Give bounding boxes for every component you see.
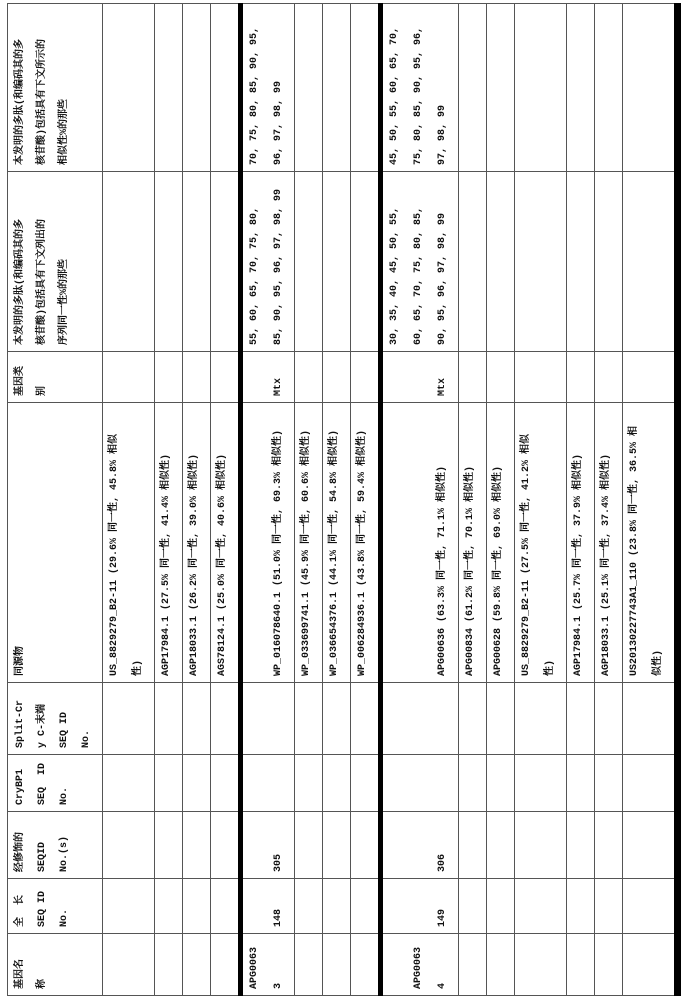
cell-crybp1-seq-id: [515, 755, 567, 812]
cell-percent-similarity: [459, 4, 487, 172]
header-full-length-seq-id: 全 长 SEQ ID No.: [8, 879, 103, 934]
table-row: [323, 4, 351, 996]
cell-gene-name: [211, 934, 241, 996]
cell-full-length-seq-id: 148: [241, 879, 295, 934]
cell-modified-seq-id: [487, 812, 515, 879]
cell-gene-class: [487, 352, 515, 403]
cell-percent-similarity: [351, 4, 381, 172]
cell-crybp1-seq-id: [595, 755, 623, 812]
cell-percent-similarity: [487, 4, 515, 172]
cell-gene-name: [351, 934, 381, 996]
rotated-page: [0, 0, 623, 1000]
cell-full-length-seq-id: [351, 879, 381, 934]
table-row: [155, 4, 183, 996]
cell-percent-similarity: [155, 4, 183, 172]
cell-crybp1-seq-id: [351, 755, 381, 812]
cell-percent-similarity: [103, 4, 155, 172]
cell-homolog: US_8829279_B2-11 (27.5% 同一性, 41.2% 相似 性): [515, 403, 567, 683]
cell-percent-identity: [567, 172, 595, 352]
cell-split-cry-seq-id: [295, 683, 323, 755]
cell-percent-identity: [295, 172, 323, 352]
cell-percent-identity: [459, 172, 487, 352]
cell-percent-similarity: 70, 75, 80, 85, 90, 95, 96, 97, 98, 99: [241, 4, 295, 172]
cell-percent-similarity: [183, 4, 211, 172]
cell-homolog: AGP17984.1 (25.7% 同一性, 37.9% 相似性): [567, 403, 595, 683]
cell-gene-name: [155, 934, 183, 996]
cell-gene-class: [211, 352, 241, 403]
header-row: [8, 4, 103, 996]
cell-crybp1-seq-id: [155, 755, 183, 812]
table-row: [351, 4, 381, 996]
cell-gene-name: [323, 934, 351, 996]
cell-gene-class: [155, 352, 183, 403]
cell-split-cry-seq-id: [241, 683, 295, 755]
header-percent-similarity: 本发明的多肽(和编码其的多 核苷酸)包括具有下文所示的 相似性%的那些: [8, 4, 103, 172]
table-row: [567, 4, 595, 996]
cell-crybp1-seq-id: [183, 755, 211, 812]
cell-percent-identity: 30, 35, 40, 45, 50, 55, 60, 65, 70, 75, 80, 85, 90, 95, 96, 97, 98, 99: [381, 172, 459, 352]
cell-homolog: WP_006284936.1 (43.8% 同一性, 59.4% 相似性): [351, 403, 381, 683]
cell-gene-name: [103, 934, 155, 996]
cell-modified-seq-id: [323, 812, 351, 879]
cell-gene-name: [183, 934, 211, 996]
cell-percent-identity: [155, 172, 183, 352]
table-row: [381, 4, 459, 996]
cell-modified-seq-id: [103, 812, 155, 879]
cell-gene-name: [459, 934, 487, 996]
header-gene-class: 基因类 别: [8, 352, 103, 403]
cell-homolog: AGS78124.1 (25.0% 同一性, 40.6% 相似性): [211, 403, 241, 683]
cell-gene-class: [515, 352, 567, 403]
cell-homolog: WP_036654376.1 (44.1% 同一性, 54.8% 相似性): [323, 403, 351, 683]
cell-gene-name: [623, 934, 678, 996]
cell-full-length-seq-id: [487, 879, 515, 934]
cell-full-length-seq-id: [323, 879, 351, 934]
cell-split-cry-seq-id: [459, 683, 487, 755]
table-row: [487, 4, 515, 996]
cell-percent-identity: [211, 172, 241, 352]
cell-percent-identity: [487, 172, 515, 352]
cell-percent-similarity: [515, 4, 567, 172]
cell-gene-class: [295, 352, 323, 403]
cell-gene-name: APG0063 3: [241, 934, 295, 996]
cell-modified-seq-id: 305: [241, 812, 295, 879]
cell-full-length-seq-id: [595, 879, 623, 934]
cell-modified-seq-id: [295, 812, 323, 879]
cell-gene-class: Mtx: [241, 352, 295, 403]
cell-full-length-seq-id: 149: [381, 879, 459, 934]
cell-percent-identity: [623, 172, 678, 352]
cell-gene-class: [459, 352, 487, 403]
cell-split-cry-seq-id: [183, 683, 211, 755]
cell-split-cry-seq-id: [623, 683, 678, 755]
cell-gene-name: [295, 934, 323, 996]
table-row: [241, 4, 295, 996]
cell-gene-class: [623, 352, 678, 403]
cell-full-length-seq-id: [211, 879, 241, 934]
cell-split-cry-seq-id: [155, 683, 183, 755]
cell-full-length-seq-id: [155, 879, 183, 934]
table-body: [103, 4, 678, 996]
cell-crybp1-seq-id: [381, 755, 459, 812]
cell-crybp1-seq-id: [623, 755, 678, 812]
cell-crybp1-seq-id: [567, 755, 595, 812]
cell-homolog: AGP17984.1 (27.5% 同一性, 41.4% 相似性): [155, 403, 183, 683]
cell-homolog: AGP18033.1 (26.2% 同一性, 39.0% 相似性): [183, 403, 211, 683]
cell-split-cry-seq-id: [103, 683, 155, 755]
cell-full-length-seq-id: [295, 879, 323, 934]
cell-percent-similarity: [295, 4, 323, 172]
cell-modified-seq-id: [351, 812, 381, 879]
cell-crybp1-seq-id: [103, 755, 155, 812]
cell-split-cry-seq-id: [211, 683, 241, 755]
cell-full-length-seq-id: [515, 879, 567, 934]
cell-modified-seq-id: [595, 812, 623, 879]
cell-gene-name: APG0063 4: [381, 934, 459, 996]
cell-gene-class: Mtx: [381, 352, 459, 403]
cell-crybp1-seq-id: [323, 755, 351, 812]
cell-split-cry-seq-id: [487, 683, 515, 755]
table-row: [211, 4, 241, 996]
cell-modified-seq-id: [155, 812, 183, 879]
cell-gene-name: [567, 934, 595, 996]
header-split-cry-seq-id: Split-Cr y C-末端 SEQ ID No.: [8, 683, 103, 755]
cell-homolog: WP_033699741.1 (45.9% 同一性, 60.6% 相似性): [295, 403, 323, 683]
cell-percent-identity: 55, 60, 65, 70, 75, 80, 85, 90, 95, 96, 97, 98, 99: [241, 172, 295, 352]
cell-full-length-seq-id: [623, 879, 678, 934]
cell-modified-seq-id: [183, 812, 211, 879]
cell-homolog: APG00834 (61.2% 同一性, 70.1% 相似性): [459, 403, 487, 683]
homolog-table: [7, 3, 681, 996]
cell-split-cry-seq-id: [595, 683, 623, 755]
cell-crybp1-seq-id: [211, 755, 241, 812]
cell-percent-similarity: [323, 4, 351, 172]
cell-gene-class: [567, 352, 595, 403]
cell-percent-similarity: 45, 50, 55, 60, 65, 70, 75, 80, 85, 90, 95, 96, 97, 98, 99: [381, 4, 459, 172]
table-row: [103, 4, 155, 996]
cell-percent-similarity: [623, 4, 678, 172]
cell-homolog: WP_016078640.1 (51.0% 同一性, 69.3% 相似性): [241, 403, 295, 683]
cell-split-cry-seq-id: [381, 683, 459, 755]
cell-gene-name: [515, 934, 567, 996]
header-modified-seq-id: 经修饰的 SEQID No.(s): [8, 812, 103, 879]
cell-split-cry-seq-id: [323, 683, 351, 755]
cell-full-length-seq-id: [459, 879, 487, 934]
cell-percent-identity: [103, 172, 155, 352]
header-crybp1-seq-id: CryBP1 SEQ ID No.: [8, 755, 103, 812]
cell-modified-seq-id: 306: [381, 812, 459, 879]
cell-gene-class: [595, 352, 623, 403]
cell-full-length-seq-id: [103, 879, 155, 934]
cell-modified-seq-id: [459, 812, 487, 879]
cell-homolog: APG00628 (59.8% 同一性, 69.0% 相似性): [487, 403, 515, 683]
cell-homolog: AGP18033.1 (25.1% 同一性, 37.4% 相似性): [595, 403, 623, 683]
table-row: [295, 4, 323, 996]
table-row: [515, 4, 567, 996]
cell-full-length-seq-id: [183, 879, 211, 934]
header-homologs: 同源物: [8, 403, 103, 683]
table-row: [183, 4, 211, 996]
header-gene-name: 基因名 称: [8, 934, 103, 996]
cell-percent-similarity: [567, 4, 595, 172]
cell-full-length-seq-id: [567, 879, 595, 934]
cell-modified-seq-id: [623, 812, 678, 879]
cell-homolog: US20130227743A1_110 (23.8% 同一性, 36.5% 相 似性): [623, 403, 678, 683]
cell-crybp1-seq-id: [459, 755, 487, 812]
cell-percent-identity: [515, 172, 567, 352]
cell-homolog: US_8829279_B2-11 (29.6% 同一性, 45.8% 相似 性): [103, 403, 155, 683]
cell-gene-name: [595, 934, 623, 996]
cell-split-cry-seq-id: [351, 683, 381, 755]
cell-homolog: APG00636 (63.3% 同一性, 71.1% 相似性): [381, 403, 459, 683]
cell-crybp1-seq-id: [295, 755, 323, 812]
table-row: [459, 4, 487, 996]
cell-modified-seq-id: [567, 812, 595, 879]
table-row: [623, 4, 678, 996]
cell-percent-similarity: [211, 4, 241, 172]
cell-percent-identity: [351, 172, 381, 352]
cell-modified-seq-id: [211, 812, 241, 879]
table-row: [595, 4, 623, 996]
header-percent-identity: 本发明的多肽(和编码其的多 核苷酸)包括具有下文列出的 序列同一性%的那些: [8, 172, 103, 352]
cell-gene-class: [323, 352, 351, 403]
cell-modified-seq-id: [515, 812, 567, 879]
cell-percent-identity: [323, 172, 351, 352]
cell-gene-class: [183, 352, 211, 403]
cell-gene-class: [351, 352, 381, 403]
cell-percent-identity: [595, 172, 623, 352]
cell-crybp1-seq-id: [487, 755, 515, 812]
cell-split-cry-seq-id: [567, 683, 595, 755]
cell-percent-identity: [183, 172, 211, 352]
cell-gene-class: [103, 352, 155, 403]
cell-percent-similarity: [595, 4, 623, 172]
cell-gene-name: [487, 934, 515, 996]
cell-crybp1-seq-id: [241, 755, 295, 812]
cell-split-cry-seq-id: [515, 683, 567, 755]
